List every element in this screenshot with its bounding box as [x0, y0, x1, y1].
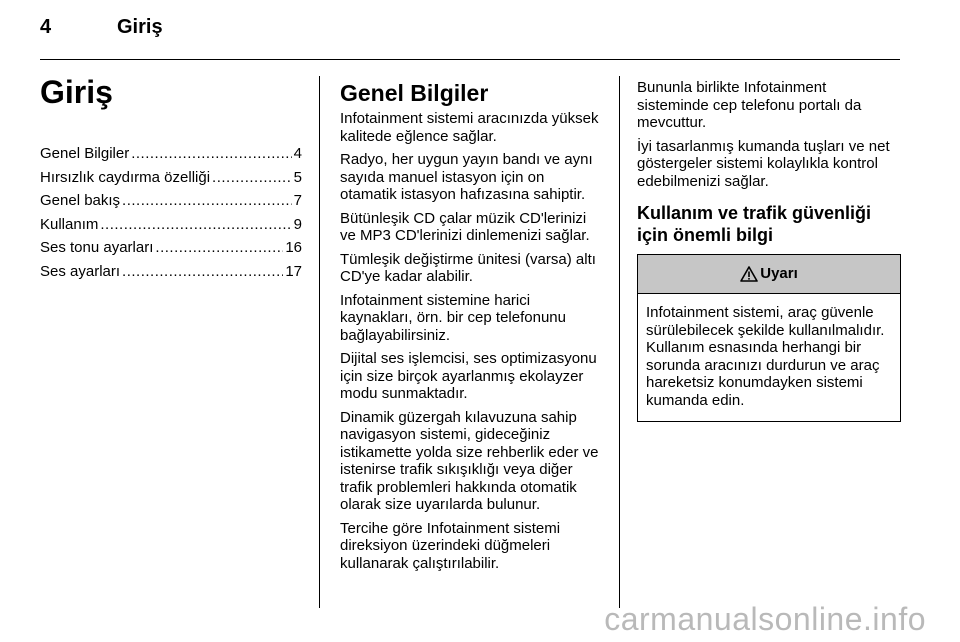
toc-leader [122, 263, 283, 281]
toc-item-label: Ses ayarları [40, 262, 121, 280]
general-info-column [340, 80, 604, 578]
warning-body: Infotainment sistemi, araç güvenle sürülebilecek şekilde kullanılmalıdır. Kullanım esnasında herhangi bir sorunda aracınızı durdurun ve araç hareketsiz konumdayken sistemi kumanda edin. [646, 304, 885, 409]
chapter-title: Giriş [40, 74, 113, 110]
column-divider-1 [319, 76, 320, 608]
toc-leader [131, 145, 291, 163]
toc-item[interactable] [40, 239, 302, 257]
toc-item-label: Kullanım [40, 215, 99, 233]
toc-list [40, 145, 302, 280]
paragraph: Infotainment sistemine harici kaynakları, örn. bir cep telefonunu bağlayabilirsiniz. [340, 291, 566, 344]
toc-item-label: Hırsızlık caydırma özelliği [40, 168, 211, 186]
toc-column [40, 74, 302, 286]
toc-leader [100, 216, 291, 234]
toc-item[interactable] [40, 145, 302, 163]
paragraph: Tercihe göre Infotainment sistemi direksiyon üzerindeki düğmeleri kullanarak çalıştırılabilir. [340, 519, 561, 572]
toc-item-page: 7 [293, 192, 302, 209]
toc-item-page: 5 [293, 168, 302, 186]
paragraph: Dinamik güzergah kılavuzuna sahip navigasyon sistemi, gideceğiniz istikamette yolda size rehberlik eder ve istenirse trafik sıkışıklığı veya diğer trafik problemleri hakkında otomatik olarak size uyarılarda bulunur. [340, 408, 599, 513]
safety-column [637, 79, 901, 422]
toc-item-label: Genel Bilgiler [40, 145, 130, 162]
toc-item-page: 17 [285, 262, 302, 280]
watermark: carmanualsonline.info [604, 601, 926, 637]
toc-item-page: 9 [293, 215, 302, 233]
header-rule [40, 59, 900, 60]
toc-leader [155, 239, 283, 257]
warning-title: Uyarı [760, 265, 798, 283]
page-header [40, 16, 900, 46]
toc-item[interactable] [40, 192, 302, 210]
subsection-title: Kullanım ve trafik güvenliği için önemli bilgi [637, 203, 872, 245]
toc-item[interactable] [40, 216, 302, 234]
warning-box [637, 254, 901, 422]
section-title: Genel Bilgiler [340, 80, 489, 106]
warning-header [638, 255, 900, 294]
toc-item-page: 16 [285, 239, 302, 256]
toc-item-label: Genel bakış [40, 192, 121, 209]
warning-triangle-icon [740, 266, 758, 282]
paragraph: Infotainment sistemi aracınızda yüksek kalitede eğlence sağlar. [340, 110, 599, 145]
paragraph: Bununla birlikte Infotainment sisteminde cep telefonu portalı da mevcuttur. [637, 79, 862, 131]
paragraph: Tümleşik değiştirme ünitesi (varsa) altı CD'ye kadar alabilir. [340, 250, 596, 285]
page-number: 4 [40, 16, 52, 38]
paragraph: Dijital ses işlemcisi, ses optimizasyonu için size birçok ayarlanmış ekolayzer modu sunmaktadır. [340, 350, 597, 402]
toc-item-page: 4 [293, 145, 302, 162]
paragraph: İyi tasarlanmış kumanda tuşları ve net göstergeler sistemi kolaylıkla kontrol edebilmenizi sağlar. [637, 137, 890, 190]
toc-leader [122, 192, 292, 210]
toc-leader [212, 169, 292, 187]
paragraph: Radyo, her uygun yayın bandı ve aynı sayıda manuel istasyon için on otamatik istasyon hafızasına sahiptir. [340, 151, 593, 203]
paragraph: Bütünleşik CD çalar müzik CD'lerinizi ve MP3 CD'lerinizi dinlemenizi sağlar. [340, 209, 590, 244]
toc-item[interactable] [40, 263, 302, 281]
column-divider-2 [619, 76, 620, 608]
toc-item-label: Ses tonu ayarları [40, 239, 154, 256]
header-title: Giriş [117, 16, 163, 38]
toc-item[interactable] [40, 169, 302, 187]
